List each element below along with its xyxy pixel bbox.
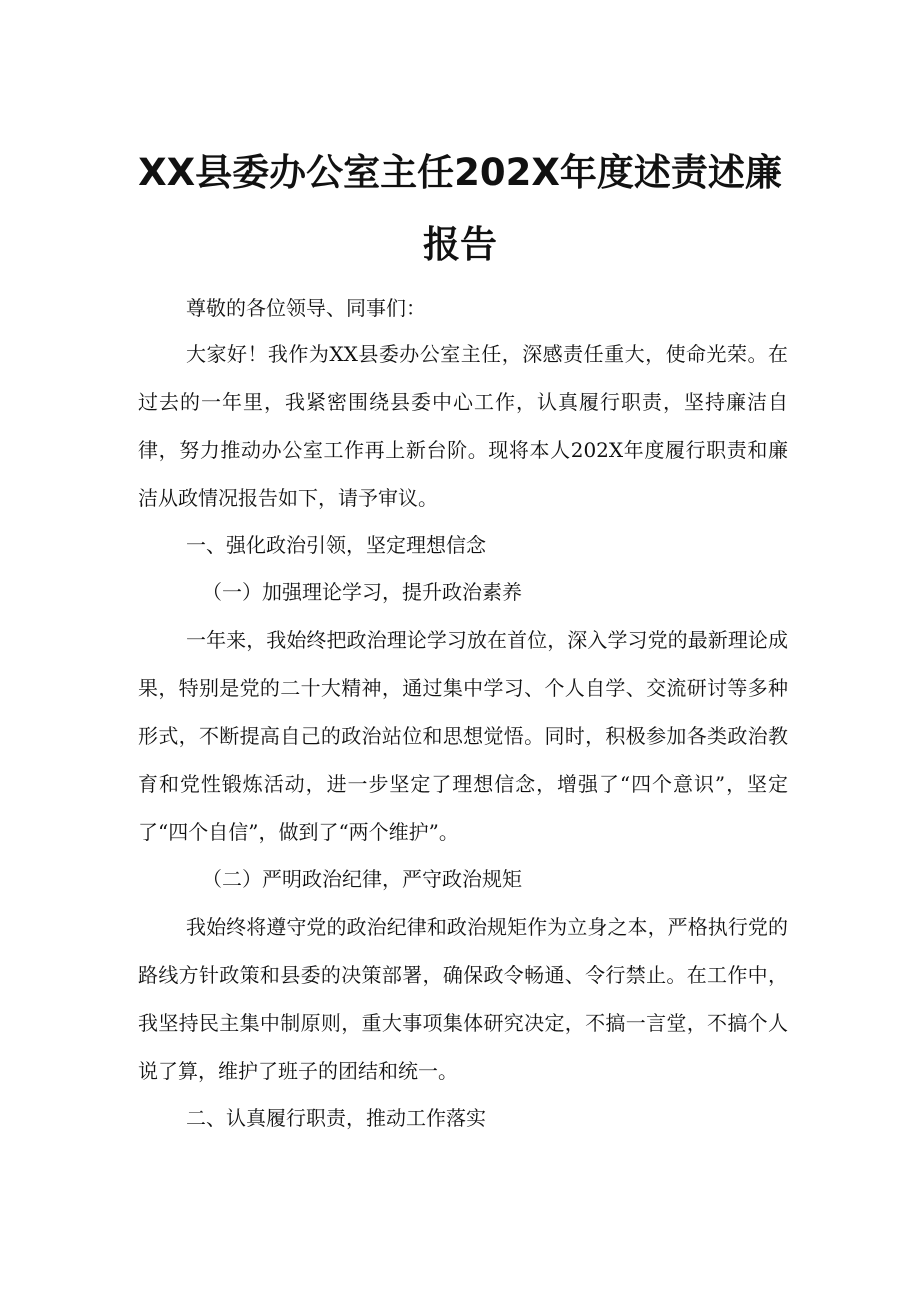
intro-paragraph: 大家好！我作为XX县委办公室主任，深感责任重大，使命光荣。在过去的一年里，我紧密围绕县委中心工作，认真履行职责，坚持廉洁自律，努力推动办公室工作再上新台阶。现将本人202X年度履行职责和廉洁从政情况报告如下，请予审议。 xyxy=(138,342,788,510)
greeting-paragraph: 尊敬的各位领导、同事们： xyxy=(186,296,426,320)
section-1-subheading-1: （一）加强理论学习，提升政治素养 xyxy=(202,580,522,604)
section-1-sub-2-body: 我始终将遵守党的政治纪律和政治规矩作为立身之本，严格执行党的路线方针政策和县委的决策部署，确保政令畅通、令行禁止。在工作中，我坚持民主集中制原则，重大事项集体研究决定，不搞一言堂，不搞个人说了算，维护了班子的团结和统一。 xyxy=(138,915,788,1083)
document-title-line-2: 报告 xyxy=(423,223,497,266)
section-1-subheading-2: （二）严明政治纪律，严守政治规矩 xyxy=(202,867,522,891)
document-title-line-1: XX县委办公室主任202X年度述责述廉 xyxy=(138,151,782,194)
section-2-heading: 二、认真履行职责，推动工作落实 xyxy=(186,1106,486,1130)
section-1-sub-1-body: 一年来，我始终把政治理论学习放在首位，深入学习党的最新理论成果，特别是党的二十大精神，通过集中学习、个人自学、交流研讨等多种形式，不断提高自己的政治站位和思想觉悟。同时，积极参加各类政治教育和党性锻炼活动，进一步坚定了理想信念，增强了“四个意识”，坚定了“四个自信”，做到了“两个维护”。 xyxy=(138,628,788,844)
section-1-heading: 一、强化政治引领，坚定理想信念 xyxy=(186,533,486,557)
